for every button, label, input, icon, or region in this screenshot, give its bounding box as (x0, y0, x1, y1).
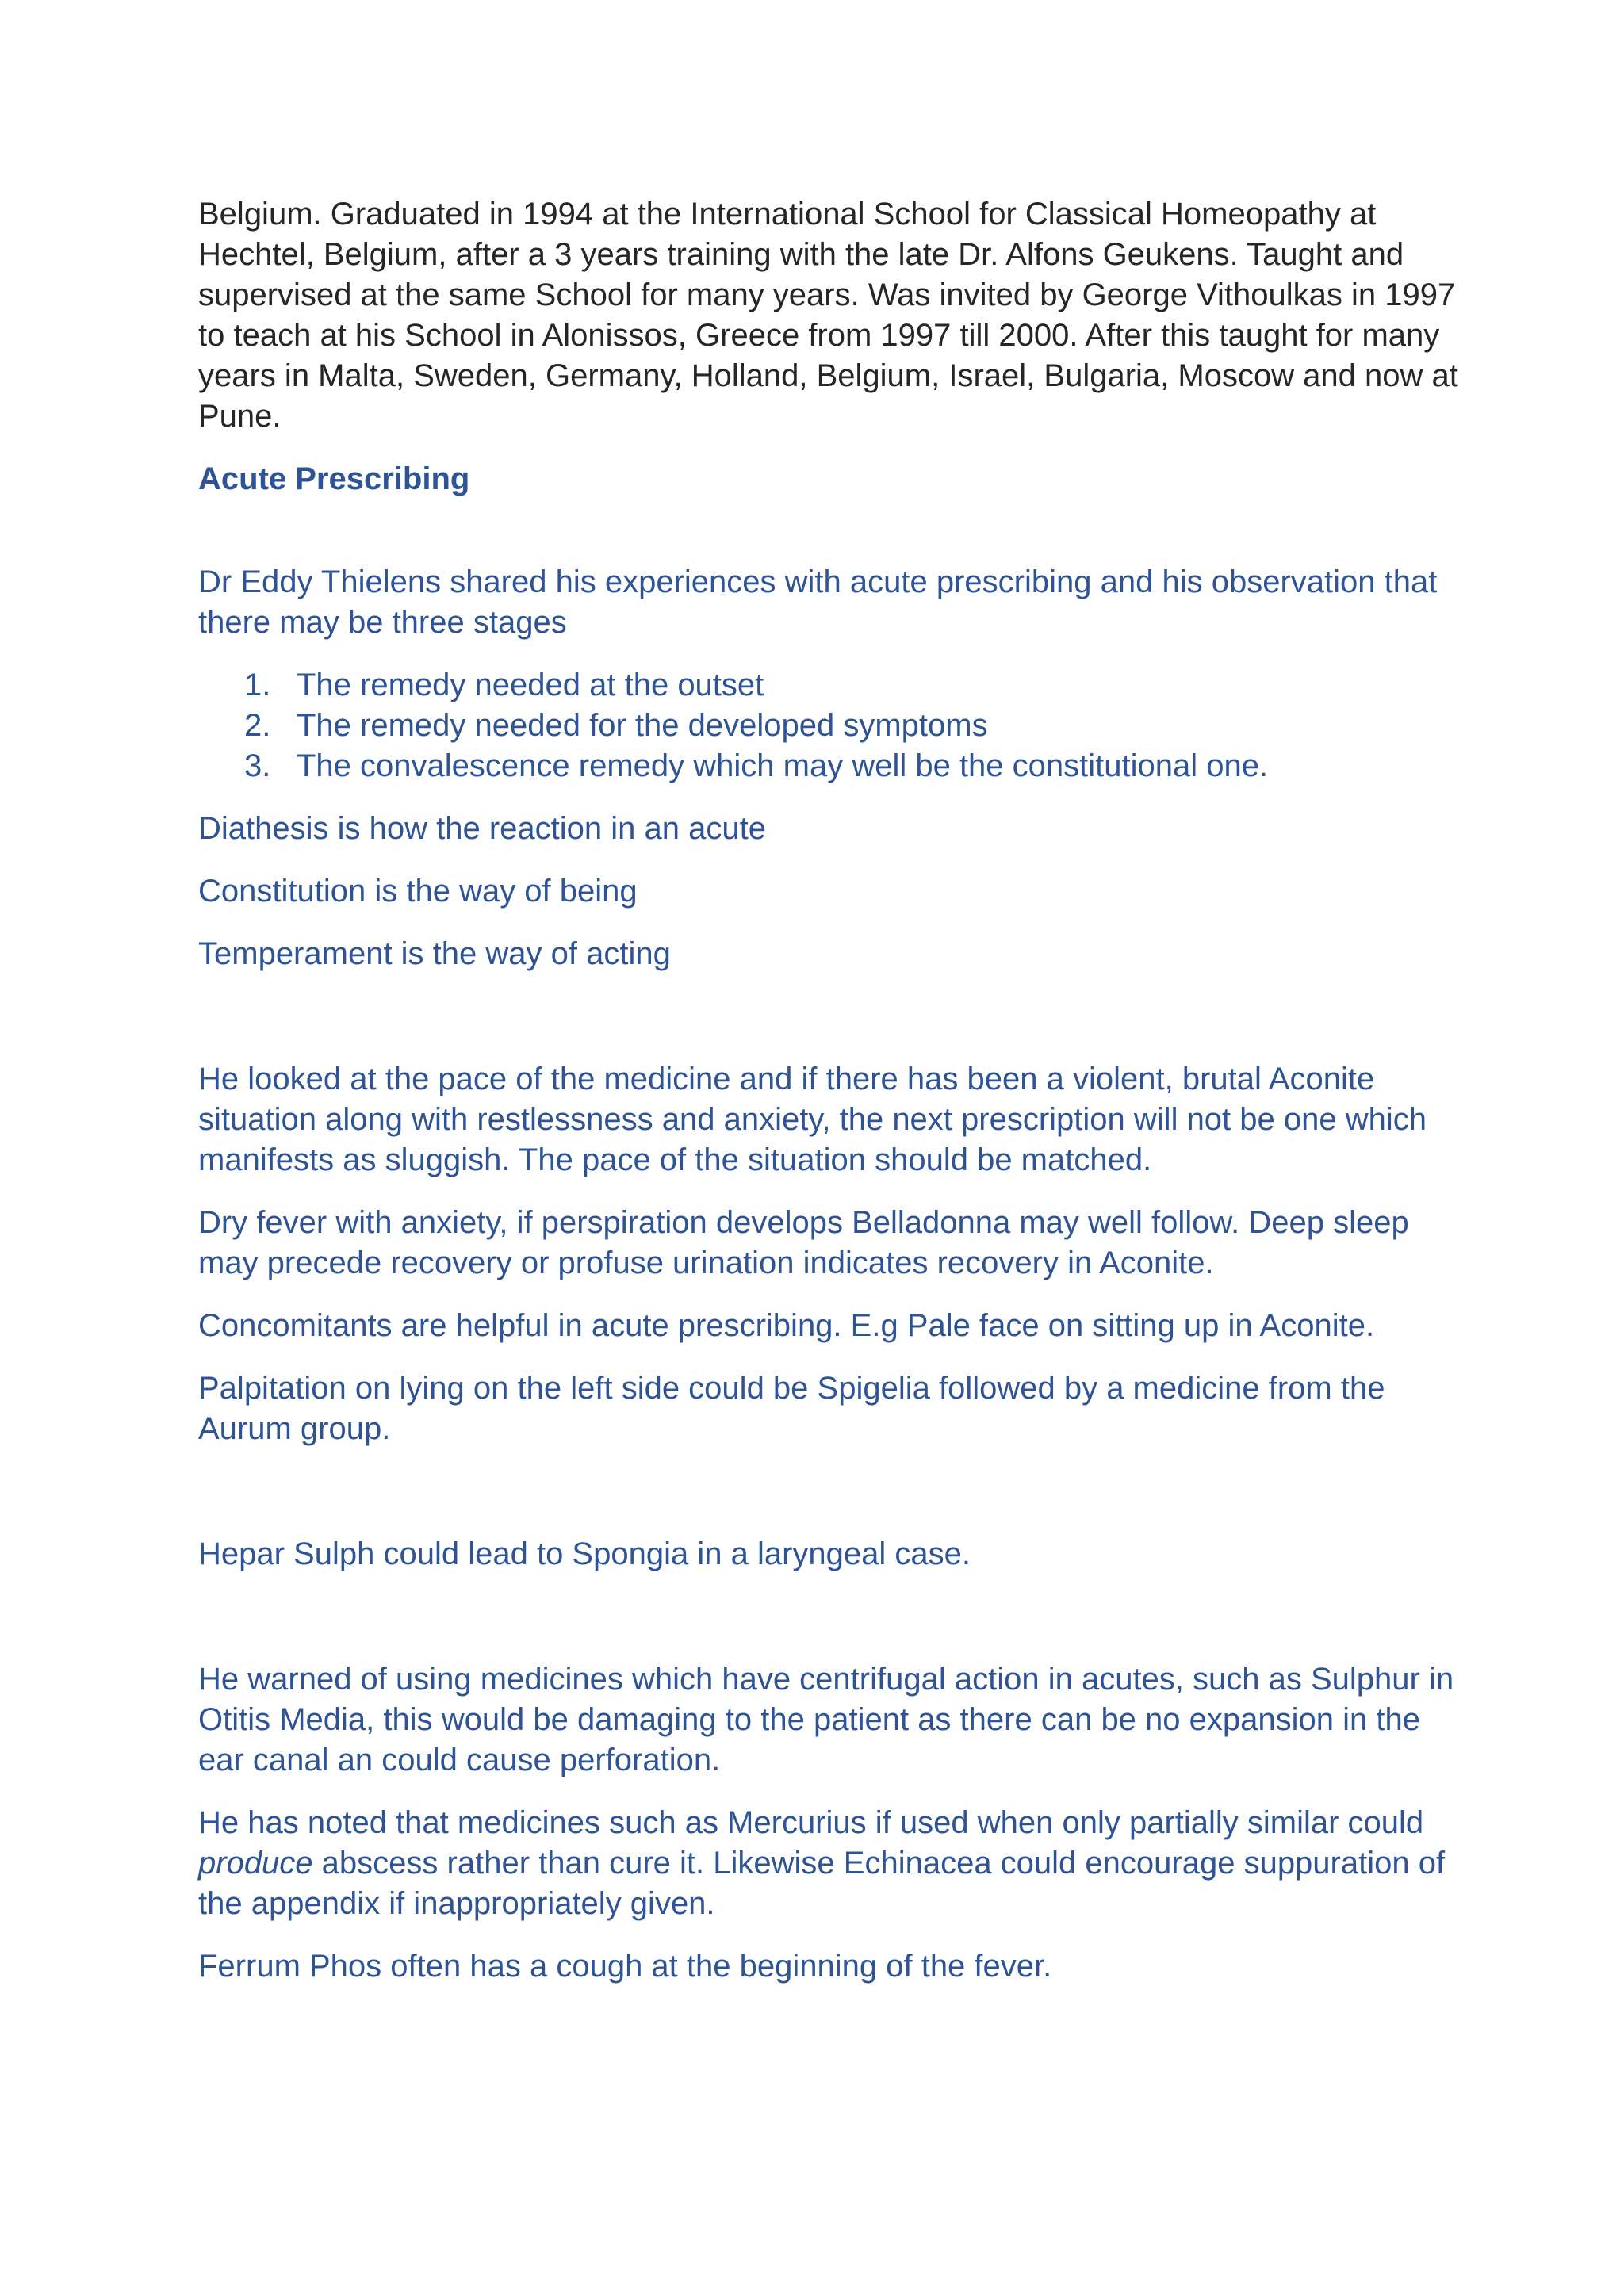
palpitation-paragraph: Palpitation on lying on the left side could be Spigelia followed by a medicine from the Aurum group. (198, 1371, 1385, 1446)
list-number: 3. (244, 748, 271, 783)
stages-list (198, 665, 1467, 786)
pace-paragraph: He looked at the pace of the medicine and if there has been a violent, brutal Aconite situation along with restlessness and anxiety, the next prescription will not be one which manifests as sluggish. The pace of the situation should be matched. (198, 1062, 1427, 1177)
emphasis-produce: produce (198, 1846, 313, 1881)
mercurius-text-end: abscess rather than cure it. Likewise Echinacea could encourage suppuration of the appendix if inappropriately given. (198, 1846, 1446, 1921)
mercurius-text-start: He has noted that medicines such as Mercurius if used when only partially similar could (198, 1805, 1424, 1840)
ferrum-paragraph: Ferrum Phos often has a cough at the beginning of the fever. (198, 1949, 1052, 1984)
list-text: The convalescence remedy which may well be the constitutional one. (297, 748, 1269, 783)
mercurius-paragraph (198, 1803, 1467, 1924)
list-item (198, 706, 1467, 746)
centrifugal-paragraph: He warned of using medicines which have centrifugal action in acutes, such as Sulphur in Otitis Media, this would be damaging to the patient as there can be no expansion in the ear canal an could cause perforation. (198, 1662, 1454, 1777)
list-number: 1. (244, 668, 271, 702)
bio-paragraph: Belgium. Graduated in 1994 at the International School for Classical Homeopathy at Hechtel, Belgium, after a 3 years training with the late Dr. Alfons Geukens. Taught and supervised at the same School for many years. Was invited by George Vithoulkas in 1997 to teach at his School in Alonissos, Greece from 1997 till 2000. After this taught for many years in Malta, Sweden, Germany, Holland, Belgium, Israel, Bulgaria, Moscow and now at Pune. (198, 197, 1458, 434)
concomitants-paragraph: Concomitants are helpful in acute prescribing. E.g Pale face on sitting up in Aconite. (198, 1308, 1375, 1343)
list-item (198, 746, 1467, 786)
list-number: 2. (244, 708, 271, 743)
list-text: The remedy needed for the developed symptoms (297, 708, 988, 743)
document-page (198, 194, 1467, 2009)
list-item (198, 665, 1467, 706)
hepar-paragraph: Hepar Sulph could lead to Spongia in a laryngeal case. (198, 1536, 971, 1571)
constitution-line: Constitution is the way of being (198, 874, 638, 909)
list-text: The remedy needed at the outset (297, 668, 764, 702)
section-heading: Acute Prescribing (198, 461, 470, 496)
temperament-line: Temperament is the way of acting (198, 936, 671, 971)
dry-fever-paragraph: Dry fever with anxiety, if perspiration develops Belladonna may well follow. Deep sleep may precede recovery or profuse urination indicates recovery in Aconite. (198, 1205, 1409, 1280)
intro-paragraph: Dr Eddy Thielens shared his experiences with acute prescribing and his observation that there may be three stages (198, 564, 1438, 640)
diathesis-line: Diathesis is how the reaction in an acute (198, 811, 766, 846)
